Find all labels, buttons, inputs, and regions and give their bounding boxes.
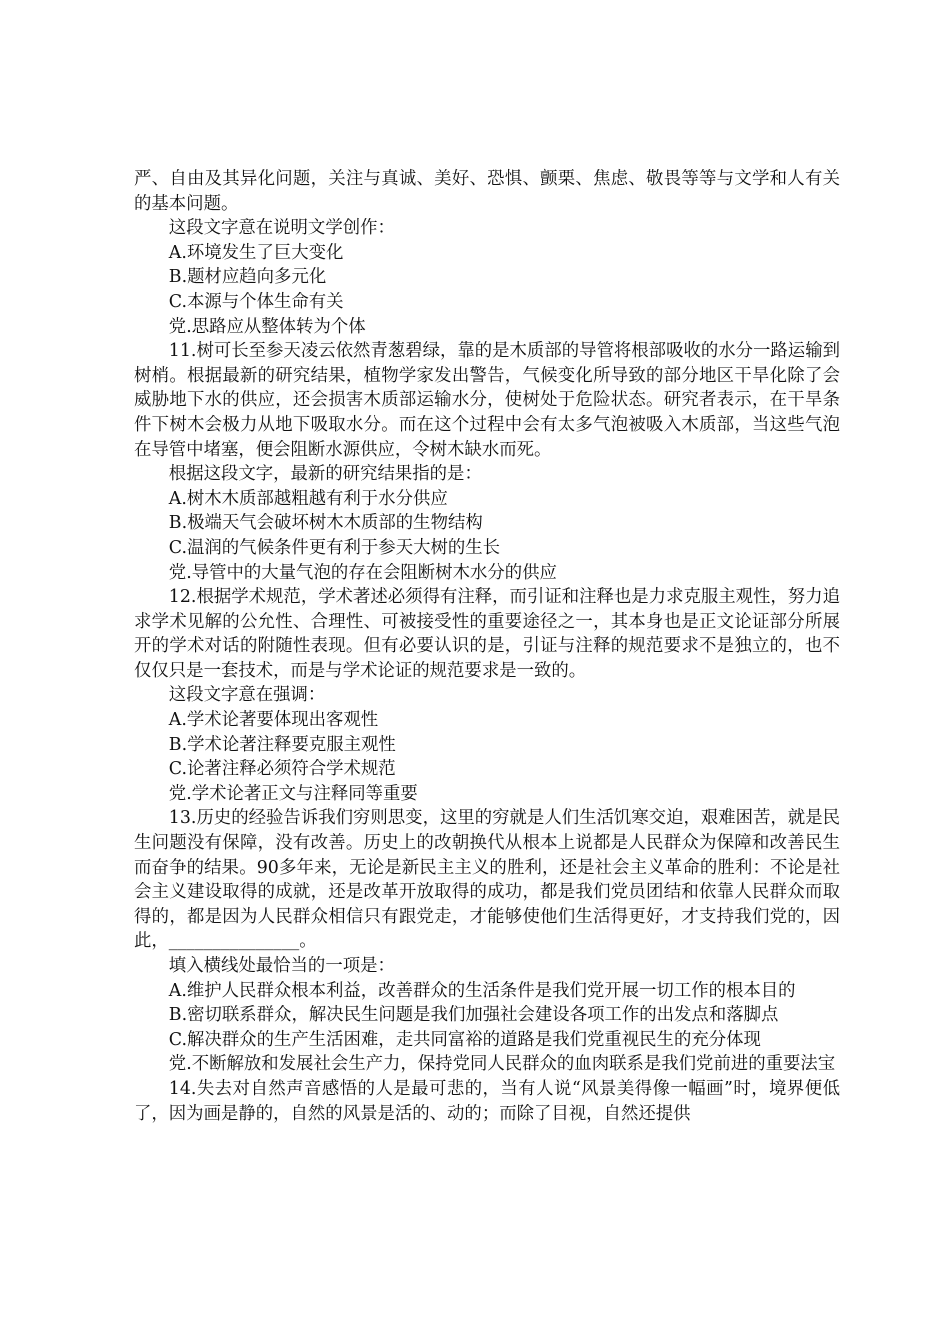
question-passage: 12.根据学术规范，学术著述必须得有注释，而引证和注释也是力求克服主观性，努力追求学术见解的公允性、合理性、可被接受性的重要途径之一，其本身也是正文论证部分所展开的学术对话的附随性表现。但有必要认识的是，引证与注释的规范要求不是独立的，也不仅仅只是一套技术，而是与学术论证的规范要求是一致的。 <box>134 587 840 681</box>
option-b: B.极端天气会破坏树木木质部的生物结构 <box>168 513 483 534</box>
continuation-paragraph: 严、自由及其异化问题，关注与真诚、美好、恐惧、颤栗、焦虑、敬畏等等与文学和人有关的基本问题。 <box>134 169 840 214</box>
option-d: 党.不断解放和发展社会生产力，保持党同人民群众的血肉联系是我们党前进的重要法宝 <box>168 1054 836 1075</box>
question-10 <box>134 216 840 339</box>
question-11 <box>134 339 840 585</box>
option-c: C.本源与个体生命有关 <box>168 291 344 312</box>
question-prompt: 这段文字意在强调： <box>168 685 326 706</box>
option-a: A.维护人民群众根本利益，改善群众的生活条件是我们党开展一切工作的根本目的 <box>168 980 796 1001</box>
option-a: A.学术论著要体现出客观性 <box>168 710 379 731</box>
option-a: A.树木木质部越粗越有利于水分供应 <box>168 488 448 509</box>
question-prompt: 根据这段文字，最新的研究结果指的是： <box>168 464 482 485</box>
question-passage: 13.历史的经验告诉我们穷则思变，这里的穷就是人们生活饥寒交迫，艰难困苦，就是民生问题没有保障，没有改善。历史上的改朝换代从根本上说都是人民群众为保障和改善民生而奋争的结果。90多年来，无论是新民主主义的胜利，还是社会主义革命的胜利：不论是社会主义建设取得的成就，还是改革开放取得的成功，都是我们党员团结和依靠人民群众而取得的，都是因为人民群众相信只有跟党走，才能够使他们生活得更好，才支持我们党的，因此，_______________。 <box>134 808 840 952</box>
option-b: B.题材应趋向多元化 <box>168 267 327 288</box>
question-passage: 11.树可长至参天凌云依然青葱碧绿，靠的是木质部的导管将根部吸收的水分一路运输到树梢。根据最新的研究结果，植物学家发出警告，气候变化所导致的部分地区干旱化除了会威胁地下水的供应，还会损害木质部运输水分，使树处于危险状态。研究者表示，在干旱条件下树木会极力从地下吸取水分。而在这个过程中会有太多气泡被吸入木质部，当这些气泡在导管中堵塞，便会阻断水源供应，令树木缺水而死。 <box>134 341 840 460</box>
question-12 <box>134 585 840 806</box>
question-13 <box>134 806 840 1077</box>
option-c: C.解决群众的生产生活困难，走共同富裕的道路是我们党重视民生的充分体现 <box>168 1029 761 1050</box>
question-passage: 14.失去对自然声音感悟的人是最可悲的，当有人说“风景美得像一幅画”时，境界便低了，因为画是静的，自然的风景是活的、动的；而除了目视，自然还提供 <box>134 1078 840 1124</box>
option-d: 党.学术论著正文与注释同等重要 <box>168 783 418 804</box>
document-page <box>134 167 840 1126</box>
question-14 <box>134 1077 840 1126</box>
option-b: B.密切联系群众，解决民生问题是我们加强社会建设各项工作的出发点和落脚点 <box>168 1005 779 1026</box>
question-prompt: 填入横线处最恰当的一项是： <box>168 956 395 976</box>
option-b: B.学术论著注释要克服主观性 <box>168 734 396 755</box>
option-c: C.温润的气候条件更有利于参天大树的生长 <box>168 537 501 558</box>
option-d: 党.思路应从整体转为个体 <box>168 316 366 337</box>
question-prompt: 这段文字意在说明文学创作： <box>168 218 395 239</box>
option-c: C.论著注释必须符合学术规范 <box>168 759 396 780</box>
option-d: 党.导管中的大量气泡的存在会阻断树木水分的供应 <box>168 562 557 583</box>
option-a: A.环境发生了巨大变化 <box>168 242 344 263</box>
